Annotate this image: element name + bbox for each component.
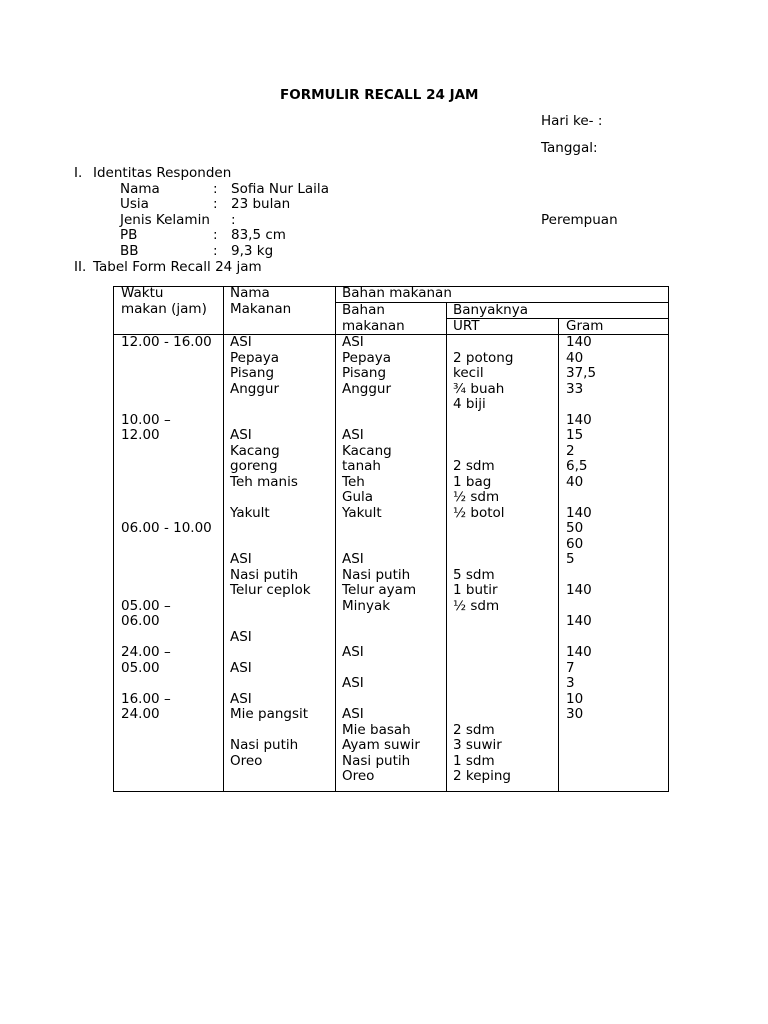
field-label-nama: Nama <box>120 181 160 197</box>
field-sep: : <box>213 181 218 197</box>
field-value-nama: Sofia Nur Laila <box>231 181 329 197</box>
form-title: FORMULIR RECALL 24 JAM <box>280 87 479 103</box>
section-2-heading: Tabel Form Recall 24 jam <box>93 259 262 275</box>
header-bahan-makanan: Bahan makanan <box>342 302 405 334</box>
field-sep: : <box>213 243 218 259</box>
field-value-pb: 83,5 cm <box>231 227 286 243</box>
nama-makanan-column: ASI Pepaya Pisang Anggur ASI Kacang goreng Teh manis Yakult ASI Nasi putih Telur ceplok ASI ASI ASI Mie pangsit Nasi putih Oreo <box>230 334 311 769</box>
header-bahan-makanan-group: Bahan makanan <box>342 285 452 301</box>
section-2-number: II. <box>74 259 87 275</box>
field-label-bb: BB <box>120 243 139 259</box>
hari-ke-label: Hari ke- : <box>541 113 603 129</box>
field-label-pb: PB <box>120 227 138 243</box>
bahan-makanan-column: ASI Pepaya Pisang Anggur ASI Kacang tanah Teh Gula Yakult ASI Nasi putih Telur ayam Minyak ASI ASI ASI Mie basah Ayam suwir Nasi putih Oreo <box>342 334 420 784</box>
gram-column: 140 40 37,5 33 140 15 2 6,5 40 140 50 60 5 140 140 140 7 3 10 30 <box>566 334 597 722</box>
recall-table <box>113 286 669 792</box>
header-waktu: Waktu makan (jam) <box>121 285 207 317</box>
urt-column: 2 potong kecil ¾ buah 4 biji 2 sdm 1 bag ½ sdm ½ botol 5 sdm 1 butir ½ sdm 2 sdm 3 suwir 1 sdm 2 keping <box>453 349 514 784</box>
waktu-column: 12.00 - 16.00 10.00 – 12.00 06.00 - 10.00 05.00 – 06.00 24.00 – 05.00 16.00 – 24.00 <box>121 334 212 722</box>
tanggal-label: Tanggal: <box>541 140 598 156</box>
field-value-usia: 23 bulan <box>231 196 291 212</box>
field-sep: : <box>231 212 236 228</box>
field-label-jenis-kelamin: Jenis Kelamin <box>120 212 210 228</box>
field-sep: : <box>213 196 218 212</box>
section-1-heading: Identitas Responden <box>93 165 232 181</box>
field-value-jenis-kelamin: Perempuan <box>541 212 618 228</box>
section-1-number: I. <box>74 165 83 181</box>
field-value-bb: 9,3 kg <box>231 243 274 259</box>
field-label-usia: Usia <box>120 196 149 212</box>
header-nama-makanan: Nama Makanan <box>230 285 292 317</box>
header-urt: URT <box>453 318 480 334</box>
header-banyaknya: Banyaknya <box>453 302 528 318</box>
field-sep: : <box>213 227 218 243</box>
header-gram: Gram <box>566 318 604 334</box>
